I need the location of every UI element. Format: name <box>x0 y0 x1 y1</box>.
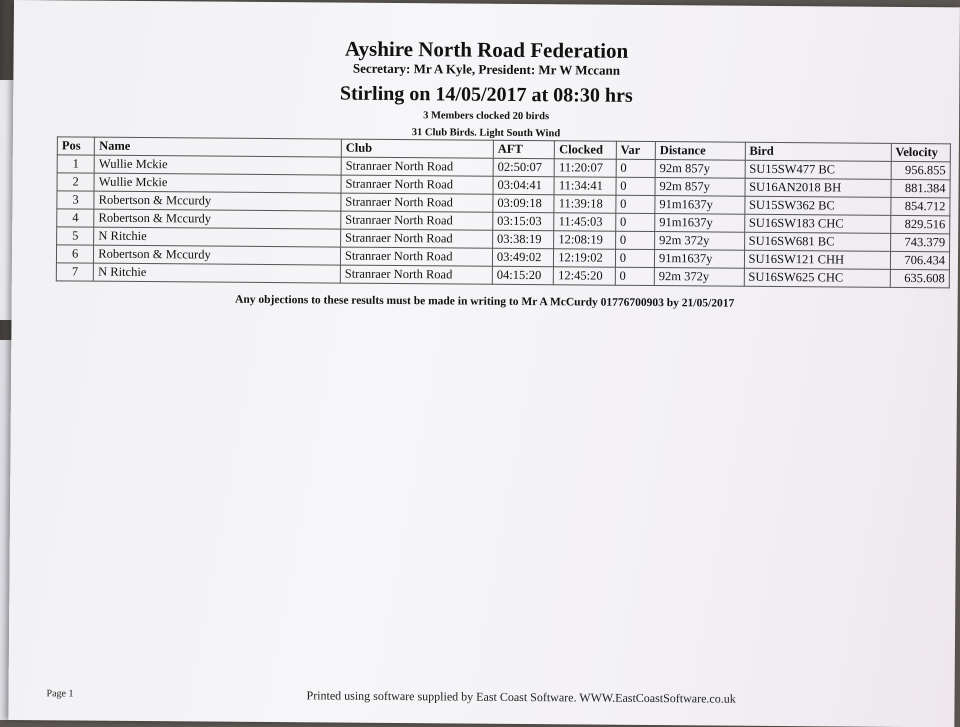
cell-var: 0 <box>615 267 654 285</box>
cell-distance: 91m1637y <box>654 250 744 269</box>
column-header-bird: Bird <box>745 142 891 161</box>
cell-club: Stranraer North Road <box>340 247 492 266</box>
federation-title: Ayshire North Road Federation <box>344 36 629 63</box>
cell-distance: 92m 857y <box>655 160 745 179</box>
cell-pos: 2 <box>57 173 94 191</box>
cell-distance: 92m 857y <box>655 178 745 197</box>
objections-notice: Any objections to these results must be made in writing to Mr A McCurdy 01776700903 by 21/05/2017 <box>235 293 735 310</box>
cell-velocity: 635.608 <box>890 269 950 287</box>
race-title: Stirling on 14/05/2017 at 08:30 hrs <box>339 82 633 107</box>
cell-bird: SU15SW362 BC <box>744 196 890 215</box>
results-table <box>56 136 951 288</box>
cell-bird: SU16AN2018 BH <box>745 178 891 197</box>
cell-velocity: 881.384 <box>891 179 951 197</box>
cell-clocked: 12:08:19 <box>554 231 616 249</box>
cell-aft: 03:49:02 <box>492 248 554 266</box>
cell-club: Stranraer North Road <box>341 157 493 176</box>
cell-var: 0 <box>615 249 654 267</box>
cell-club: Stranraer North Road <box>340 265 492 284</box>
cell-name: Wullie Mckie <box>94 173 341 193</box>
cell-distance: 91m1637y <box>655 214 745 233</box>
cell-pos: 1 <box>57 155 94 173</box>
software-credit: Printed using software supplied by East Coast Software. WWW.EastCoastSoftware.co.uk <box>306 688 736 706</box>
cell-pos: 4 <box>57 209 94 227</box>
cell-clocked: 11:20:07 <box>554 159 616 177</box>
members-summary: 3 Members clocked 20 birds <box>423 110 550 123</box>
cell-distance: 92m 372y <box>655 232 745 251</box>
column-header-clocked: Clocked <box>555 141 617 159</box>
race-conditions: 31 Club Birds. Light South Wind <box>411 127 561 140</box>
cell-bird: SU16SW183 CHC <box>744 214 890 233</box>
column-header-aft: AFT <box>493 140 555 158</box>
cell-clocked: 11:34:41 <box>554 177 616 195</box>
cell-pos: 3 <box>57 191 94 209</box>
cell-velocity: 956.855 <box>891 161 951 179</box>
cell-distance: 92m 372y <box>654 268 744 287</box>
cell-name: Robertson & Mccurdy <box>94 245 341 265</box>
cell-name: N Ritchie <box>94 227 341 247</box>
cell-aft: 04:15:20 <box>492 266 554 284</box>
cell-aft: 02:50:07 <box>493 158 555 176</box>
cell-velocity: 706.434 <box>890 251 950 269</box>
cell-pos: 6 <box>56 245 93 263</box>
column-header-club: Club <box>341 139 493 158</box>
cell-velocity: 829.516 <box>890 215 950 233</box>
cell-clocked: 12:45:20 <box>554 267 616 285</box>
cell-club: Stranraer North Road <box>341 193 493 212</box>
cell-aft: 03:09:18 <box>493 194 555 212</box>
cell-bird: SU16SW681 BC <box>744 232 890 251</box>
column-header-pos: Pos <box>57 137 94 155</box>
cell-velocity: 854.712 <box>890 197 950 215</box>
cell-var: 0 <box>615 231 654 249</box>
page-number: Page 1 <box>46 688 74 700</box>
officials-line: Secretary: Mr A Kyle, President: Mr W Mccann <box>352 60 621 78</box>
cell-aft: 03:38:19 <box>492 230 554 248</box>
cell-name: Wullie Mckie <box>94 155 341 175</box>
cell-club: Stranraer North Road <box>340 229 492 248</box>
cell-name: N Ritchie <box>94 263 341 283</box>
cell-clocked: 12:19:02 <box>554 249 616 267</box>
cell-bird: SU16SW121 CHH <box>744 250 890 269</box>
cell-aft: 03:15:03 <box>493 212 555 230</box>
column-header-velocity: Velocity <box>891 143 951 161</box>
cell-bird: SU16SW625 CHC <box>744 268 890 287</box>
column-header-name: Name <box>95 137 342 157</box>
cell-bird: SU15SW477 BC <box>745 160 891 179</box>
cell-name: Robertson & Mccurdy <box>94 191 341 211</box>
results-sheet <box>8 0 960 727</box>
cell-var: 0 <box>616 195 655 213</box>
cell-clocked: 11:45:03 <box>554 213 616 231</box>
cell-var: 0 <box>615 213 654 231</box>
cell-pos: 5 <box>57 227 94 245</box>
cell-velocity: 743.379 <box>890 233 950 251</box>
column-header-var: Var <box>616 141 655 159</box>
cell-distance: 91m1637y <box>655 196 745 215</box>
cell-clocked: 11:39:18 <box>554 195 616 213</box>
cell-var: 0 <box>616 159 655 177</box>
cell-name: Robertson & Mccurdy <box>94 209 341 229</box>
cell-club: Stranraer North Road <box>341 211 493 230</box>
column-header-distance: Distance <box>655 142 745 161</box>
cell-pos: 7 <box>56 263 93 281</box>
cell-club: Stranraer North Road <box>341 175 493 194</box>
results-table-body <box>56 155 950 288</box>
cell-aft: 03:04:41 <box>493 176 555 194</box>
cell-var: 0 <box>616 177 655 195</box>
